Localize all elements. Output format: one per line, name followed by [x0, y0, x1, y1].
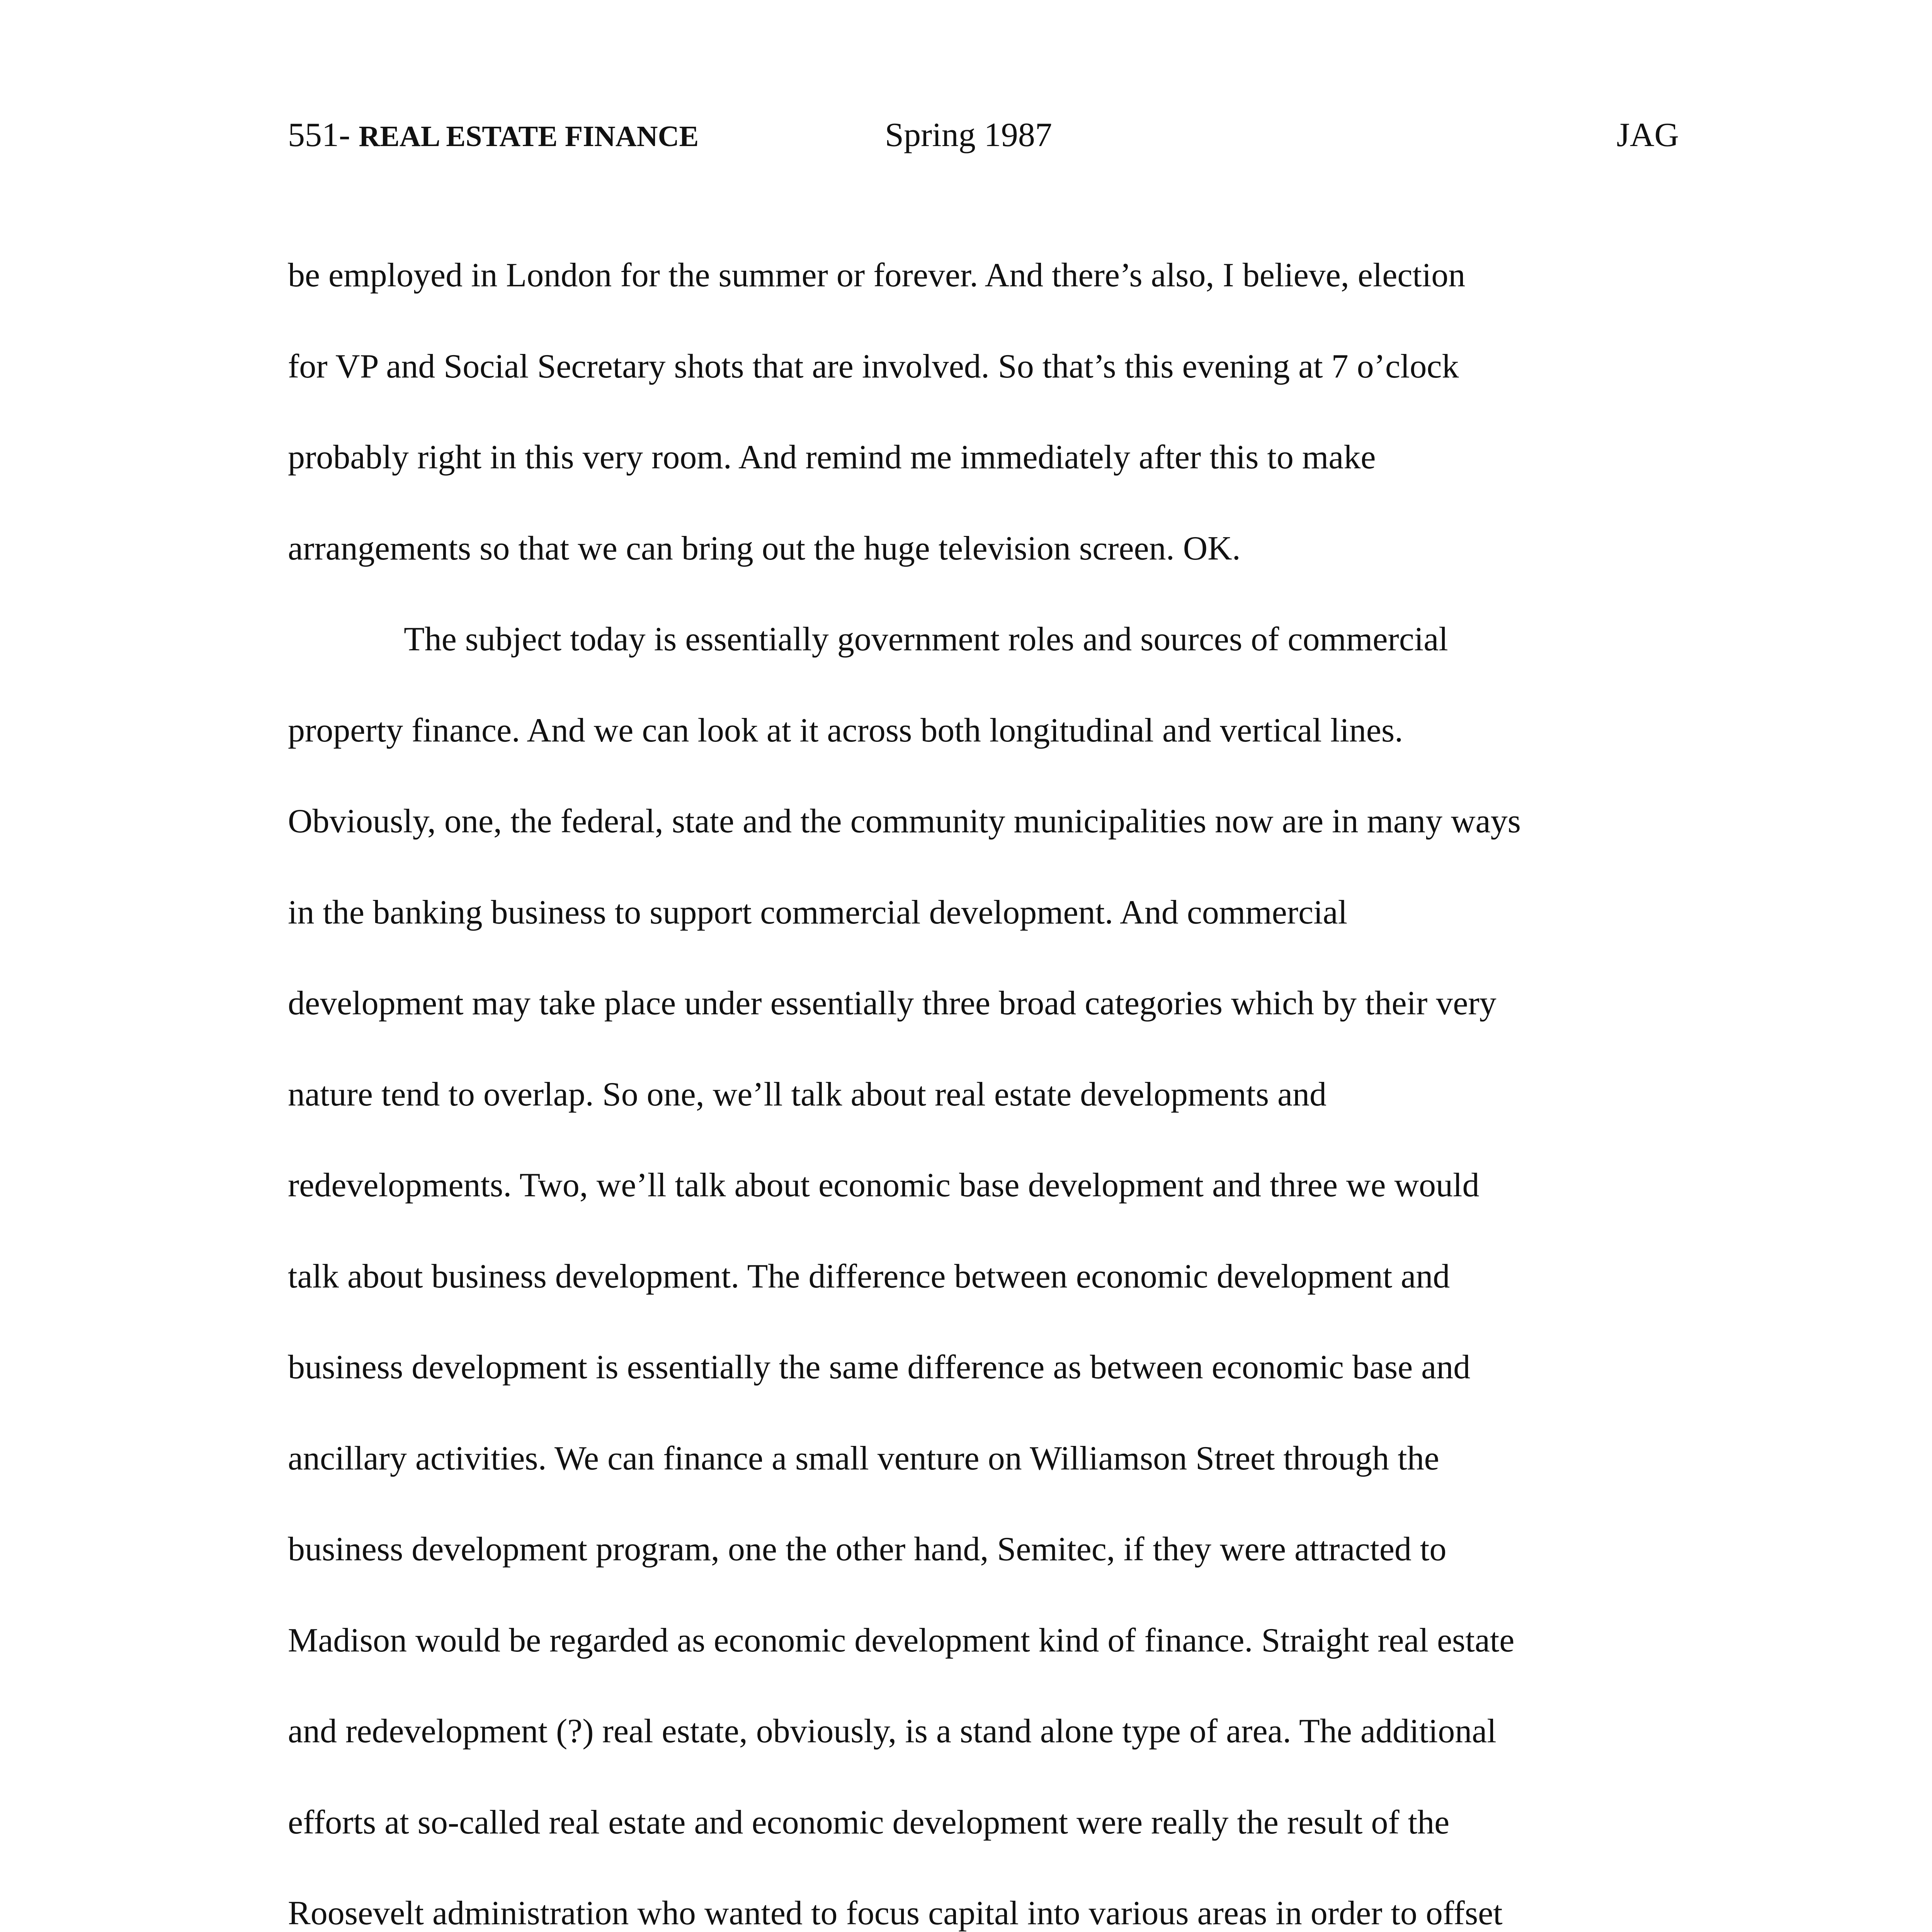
text-line: probably right in this very room. And remind me immediately after this to make	[288, 439, 1376, 476]
header-term: Spring 1987	[885, 116, 1052, 154]
text-line: business development program, one the other hand, Semitec, if they were attracted to	[288, 1531, 1447, 1568]
text-line: business development is essentially the same difference as between economic base and	[288, 1349, 1471, 1386]
paragraph-start-line: The subject today is essentially government roles and sources of commercial	[404, 621, 1448, 658]
text-line: arrangements so that we can bring out the huge television screen. OK.	[288, 529, 1241, 567]
transcript-body	[288, 230, 1679, 1932]
text-line: nature tend to overlap. So one, we’ll talk about real estate developments and	[288, 1075, 1327, 1113]
text-line: efforts at so-called real estate and economic development were really the result of the	[288, 1803, 1450, 1841]
text-line: in the banking business to support commercial development. And commercial	[288, 893, 1348, 931]
text-line: development may take place under essentially three broad categories which by their very	[288, 985, 1497, 1022]
page-header	[288, 114, 1679, 156]
header-initials: JAG	[1616, 116, 1679, 154]
text-line: Madison would be regarded as economic development kind of finance. Straight real estate	[288, 1621, 1515, 1659]
text-line: redevelopments. Two, we’ll talk about economic base development and three we would	[288, 1167, 1480, 1204]
text-line: Roosevelt administration who wanted to focus capital into various areas in order to offset	[288, 1895, 1503, 1932]
header-course-title: REAL ESTATE FINANCE	[359, 120, 699, 153]
text-line: property finance. And we can look at it across both longitudinal and vertical lines.	[288, 711, 1403, 749]
text-line: ancillary activities. We can finance a small venture on Williamson Street through the	[288, 1439, 1439, 1477]
text-line: talk about business development. The difference between economic development and	[288, 1257, 1450, 1295]
header-course-number: 551-	[288, 116, 350, 154]
text-line: for VP and Social Secretary shots that are involved. So that’s this evening at 7 o’clock	[288, 347, 1459, 385]
header-course	[288, 114, 699, 158]
text-line: Obviously, one, the federal, state and the community municipalities now are in many ways	[288, 803, 1521, 840]
text-line: and redevelopment (?) real estate, obviously, is a stand alone type of area. The additional	[288, 1713, 1497, 1750]
text-line: be employed in London for the summer or forever. And there’s also, I believe, election	[288, 257, 1466, 294]
